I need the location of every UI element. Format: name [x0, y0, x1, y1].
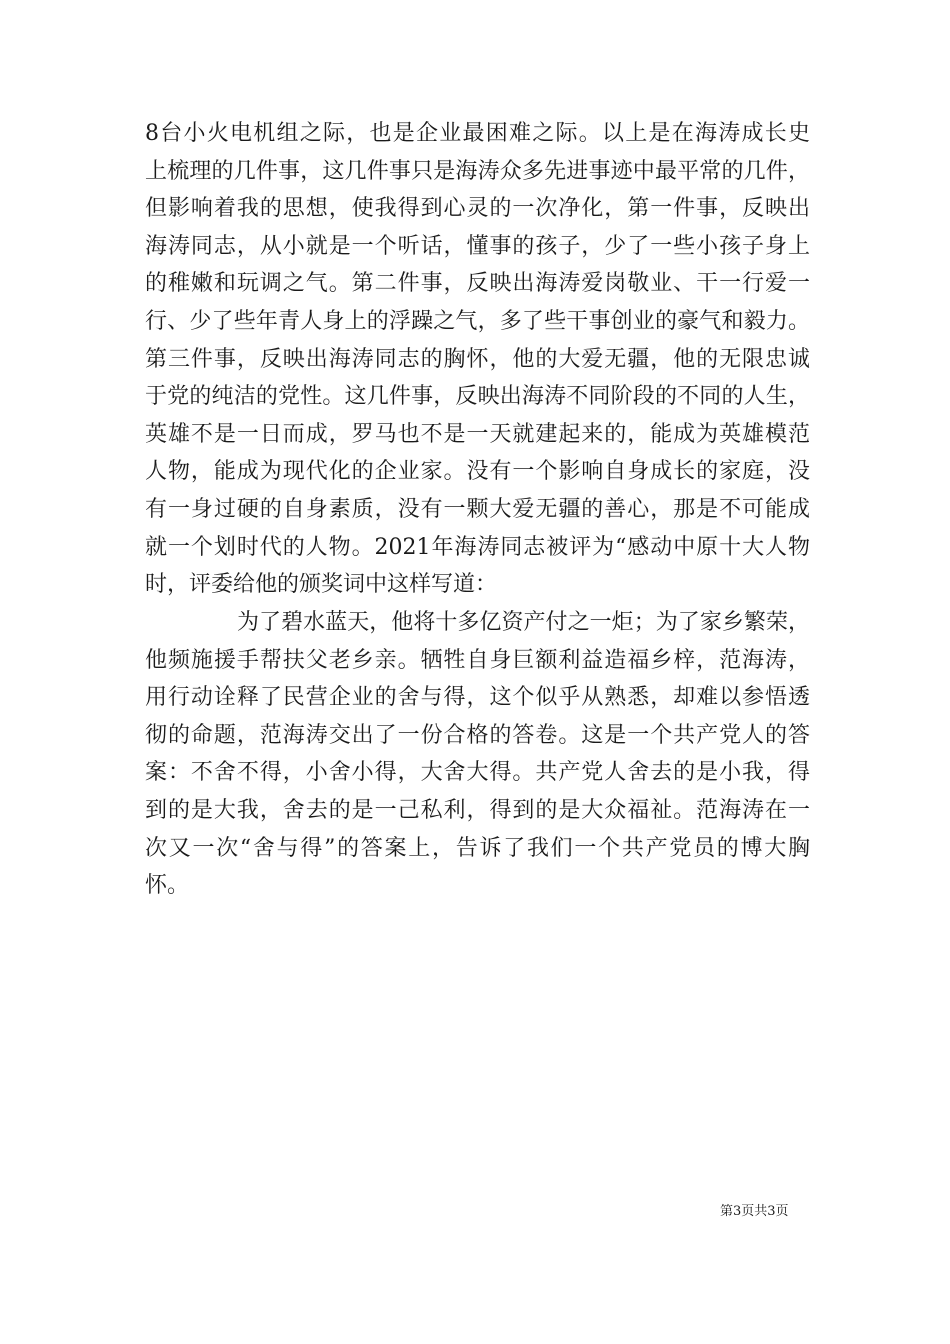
text-line: 上梳理的几件事，这几件事只是海涛众多先进事迹中最平常的几件， [145, 158, 810, 184]
text-line: 但影响着我的思想，使我得到心灵的一次净化，第一件事，反映出 [145, 196, 810, 222]
body-paragraph-2 [145, 604, 810, 905]
text-line: 彻的命题，范海涛交出了一份合格的答卷。这是一个共产党人的答 [145, 722, 810, 748]
text-line: 8台小火电机组之际，也是企业最困难之际。以上是在海涛成长史 [145, 121, 810, 146]
text-line: 用行动诠释了民营企业的舍与得，这个似乎从熟悉，却难以参悟透 [145, 685, 810, 711]
text-line: 的稚嫩和玩调之气。第二件事，反映出海涛爱岗敬业、干一行爱一 [145, 271, 810, 297]
text-line: 行、少了些年青人身上的浮躁之气，多了些干事创业的豪气和毅力。 [145, 308, 810, 334]
text-line: 他频施援手帮扶父老乡亲。牺牲自身巨额利益造福乡梓，范海涛， [145, 647, 810, 673]
text-line: 次又一次“舍与得”的答案上，告诉了我们一个共产党员的博大胸 [145, 835, 810, 861]
text-line: 海涛同志，从小就是一个听话，懂事的孩子，少了一些小孩子身上 [145, 233, 810, 259]
text-line: 时，评委给他的颁奖词中这样写道： [145, 572, 498, 598]
text-line: 于党的纯洁的党性。这几件事，反映出海涛不同阶段的不同的人生， [145, 384, 810, 410]
text-line: 案：不舍不得，小舍小得，大舍大得。共产党人舍去的是小我，得 [145, 760, 810, 786]
text-line: 有一身过硬的自身素质，没有一颗大爱无疆的善心，那是不可能成 [145, 496, 810, 522]
body-paragraph-1 [145, 115, 810, 604]
text-line: 英雄不是一日而成，罗马也不是一天就建起来的，能成为英雄模范 [145, 421, 810, 447]
text-line: 怀。 [145, 873, 190, 899]
text-line: 人物，能成为现代化的企业家。没有一个影响自身成长的家庭，没 [145, 459, 810, 485]
text-line: 第三件事，反映出海涛同志的胸怀，他的大爱无疆，他的无限忠诚 [145, 346, 810, 372]
text-line: 就一个划时代的人物。2021年海涛同志被评为“感动中原十大人物 [145, 534, 810, 560]
text-line: 到的是大我，舍去的是一己私利，得到的是大众福祉。范海涛在一 [145, 797, 810, 823]
text-line: 为了碧水蓝天，他将十多亿资产付之一炬；为了家乡繁荣， [237, 610, 810, 635]
page-number-footer: 第3页共3页 [720, 1204, 789, 1219]
